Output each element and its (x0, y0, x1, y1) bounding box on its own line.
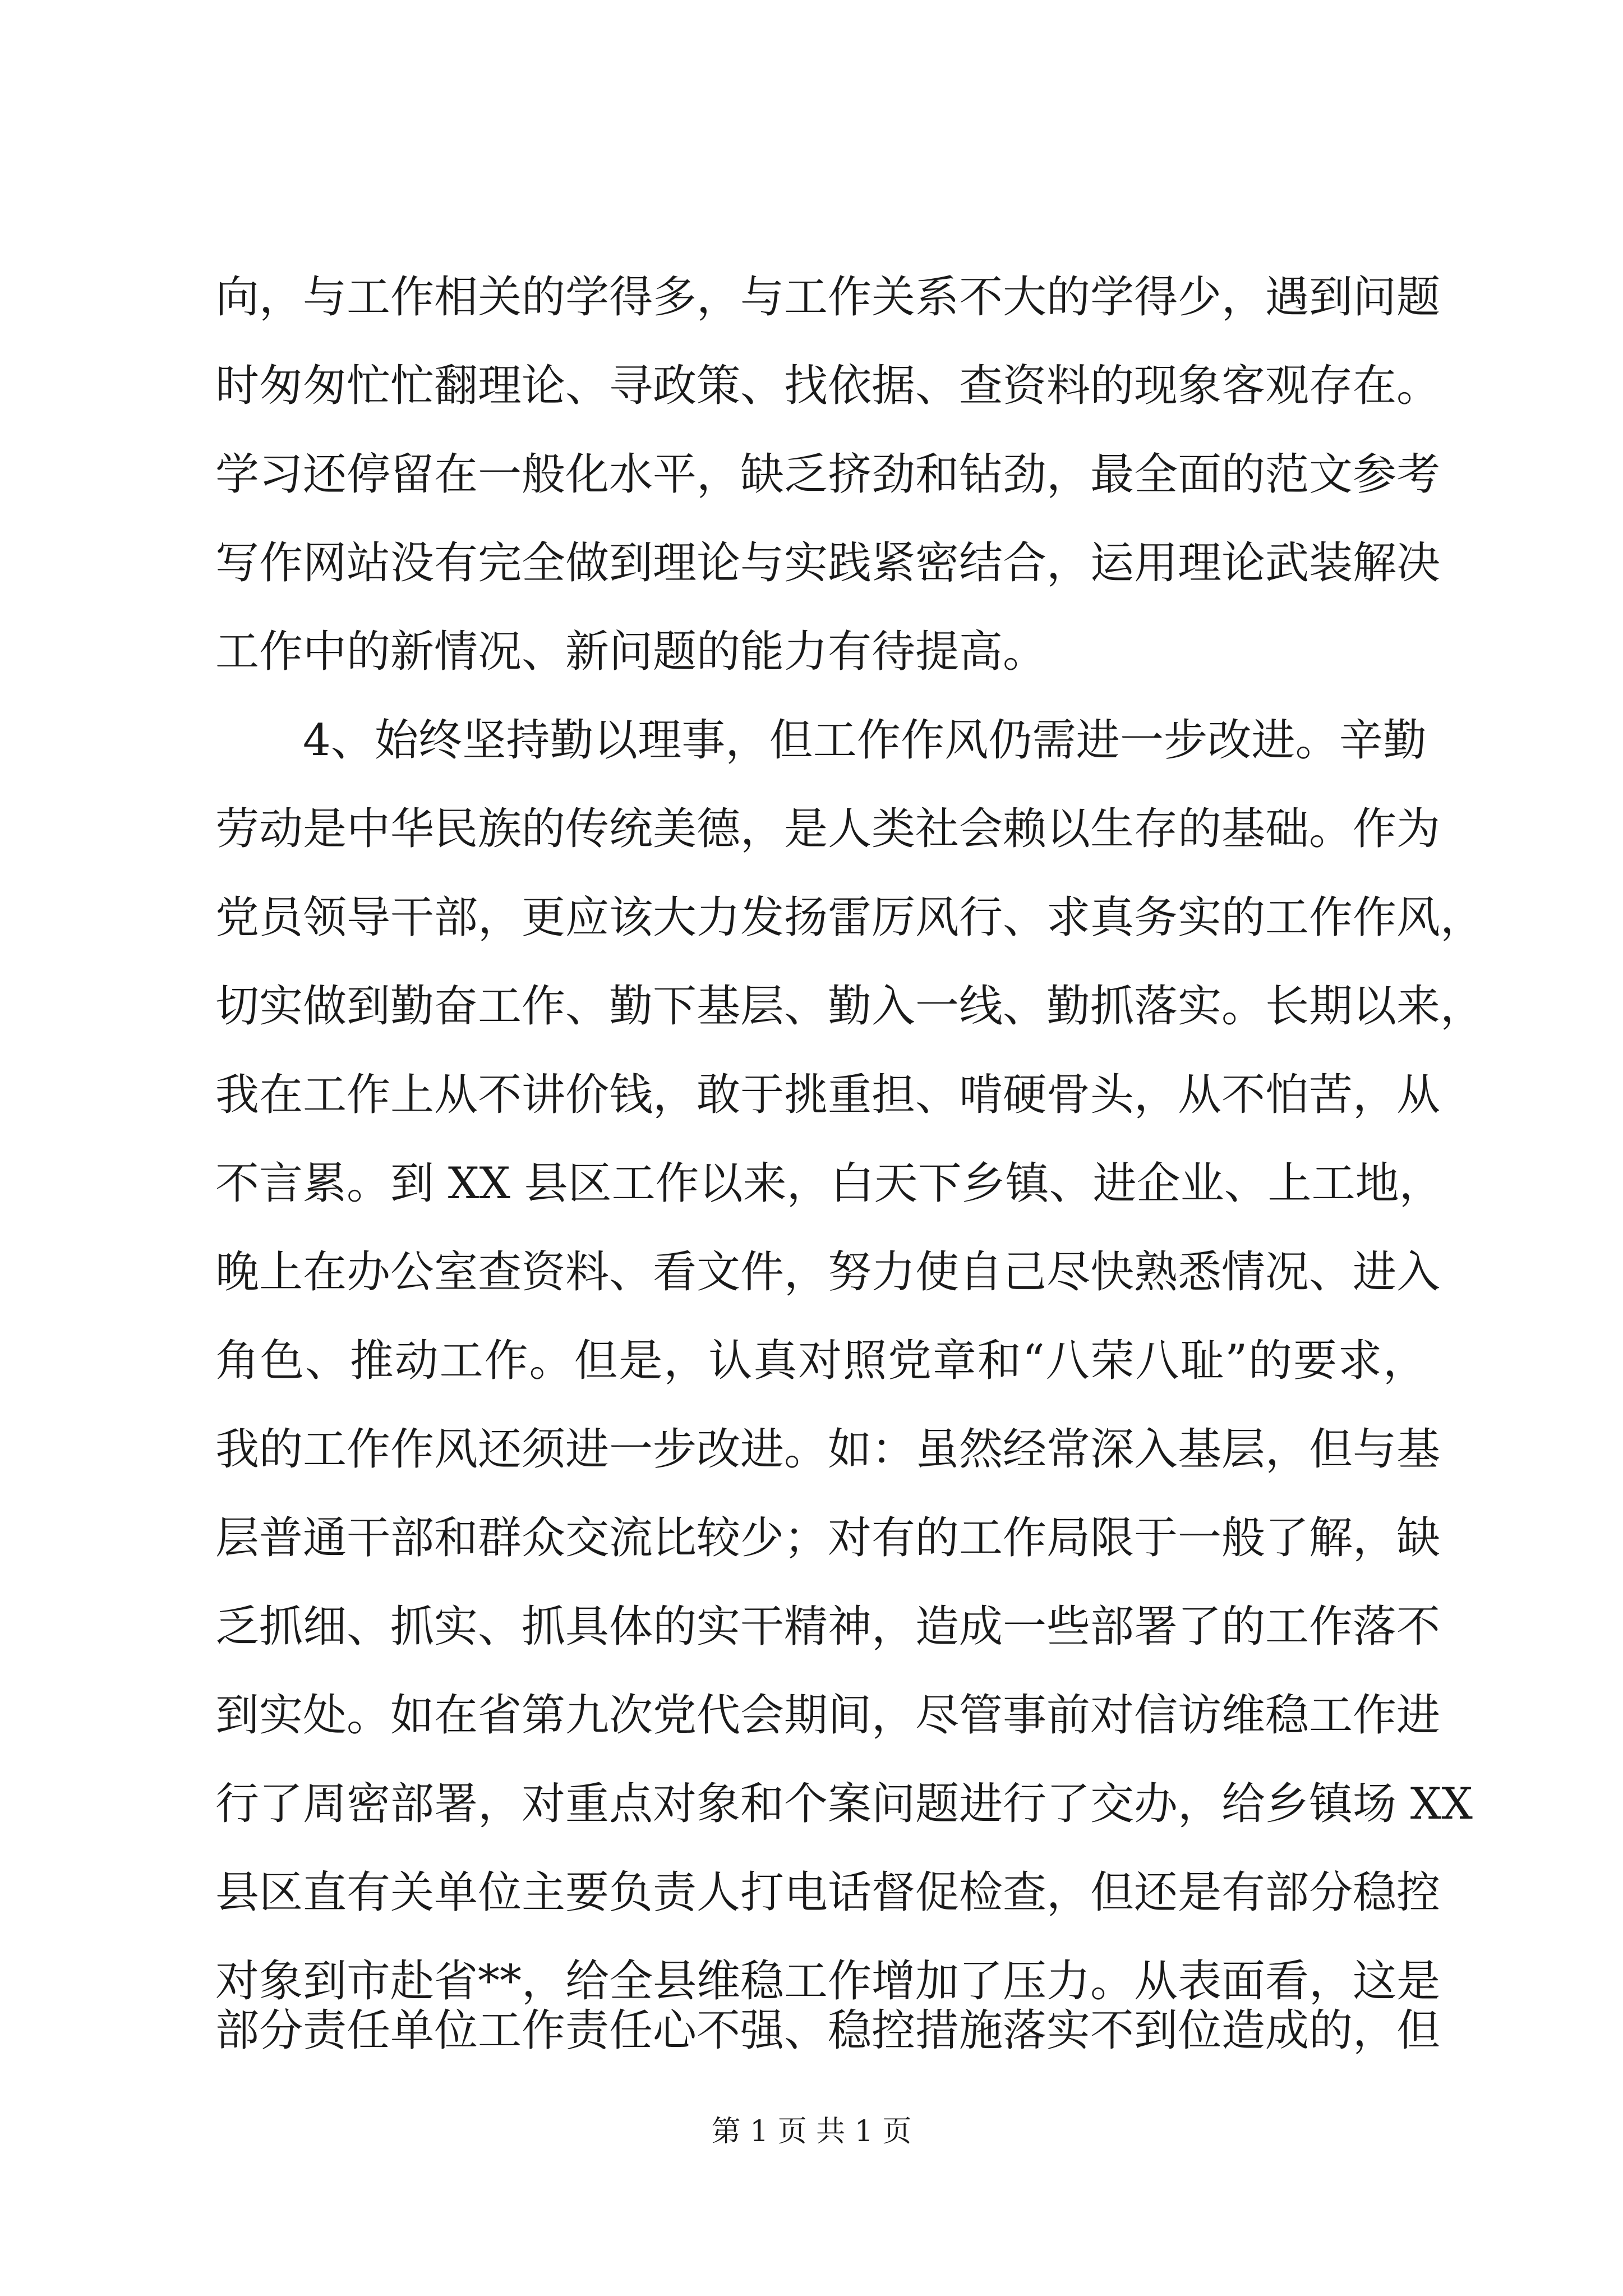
text-line-6: 4、始终坚持勤以理事，但工作作风仍需进一步改进。辛勤 (303, 715, 1427, 766)
text-line-15: 层普通干部和群众交流比较少；对有的工作局限于一般了解，缺 (215, 1513, 1441, 1563)
text-line-2: 时匆匆忙忙翻理论、寻政策、找依据、查资料的现象客观存在。 (215, 361, 1441, 411)
text-line-16: 乏抓细、抓实、抓具体的实干精神，造成一些部署了的工作落不 (215, 1602, 1441, 1652)
text-line-4: 写作网站没有完全做到理论与实践紧密结合，运用理论武装解决 (215, 538, 1441, 588)
text-line-19: 县区直有关单位主要负责人打电话督促检查，但还是有部分稳控 (215, 1867, 1441, 1918)
text-line-10: 我在工作上从不讲价钱，敢于挑重担、啃硬骨头，从不怕苦，从 (215, 1070, 1441, 1120)
text-line-7: 劳动是中华民族的传统美德，是人类社会赖以生存的基础。作为 (215, 804, 1441, 854)
text-line-21: 部分责任单位工作责任心不强、稳控措施落实不到位造成的，但 (215, 2005, 1441, 2056)
text-line-13: 角色、推动工作。但是，认真对照党章和“八荣八耻”的要求， (215, 1336, 1427, 1386)
text-line-17: 到实处。如在省第九次党代会期间，尽管事前对信访维稳工作进 (215, 1690, 1441, 1741)
text-line-3: 学习还停留在一般化水平，缺乏挤劲和钻劲，最全面的范文参考 (215, 449, 1441, 500)
text-line-20: 对象到市赴省**，给全县维稳工作增加了压力。从表面看，这是 (215, 1956, 1441, 2007)
text-line-18: 行了周密部署，对重点对象和个案问题进行了交办，给乡镇场 XX (215, 1779, 1473, 1829)
text-line-5: 工作中的新情况、新问题的能力有待提高。 (215, 627, 1047, 677)
text-line-14: 我的工作作风还须进一步改进。如：虽然经常深入基层，但与基 (215, 1424, 1441, 1475)
text-line-8: 党员领导干部，更应该大力发扬雷厉风行、求真务实的工作作风， (215, 892, 1484, 943)
page-footer: 第 1 页 共 1 页 (711, 2115, 912, 2148)
text-line-12: 晚上在办公室查资料、看文件，努力使自己尽快熟悉情况、进入 (215, 1247, 1441, 1297)
text-line-1: 向，与工作相关的学得多，与工作关系不大的学得少，遇到问题 (215, 272, 1441, 323)
text-line-11: 不言累。到 XX 县区工作以来，白天下乡镇、进企业、上工地， (215, 1158, 1443, 1209)
text-line-9: 切实做到勤奋工作、勤下基层、勤入一线、勤抓落实。长期以来， (215, 981, 1484, 1032)
